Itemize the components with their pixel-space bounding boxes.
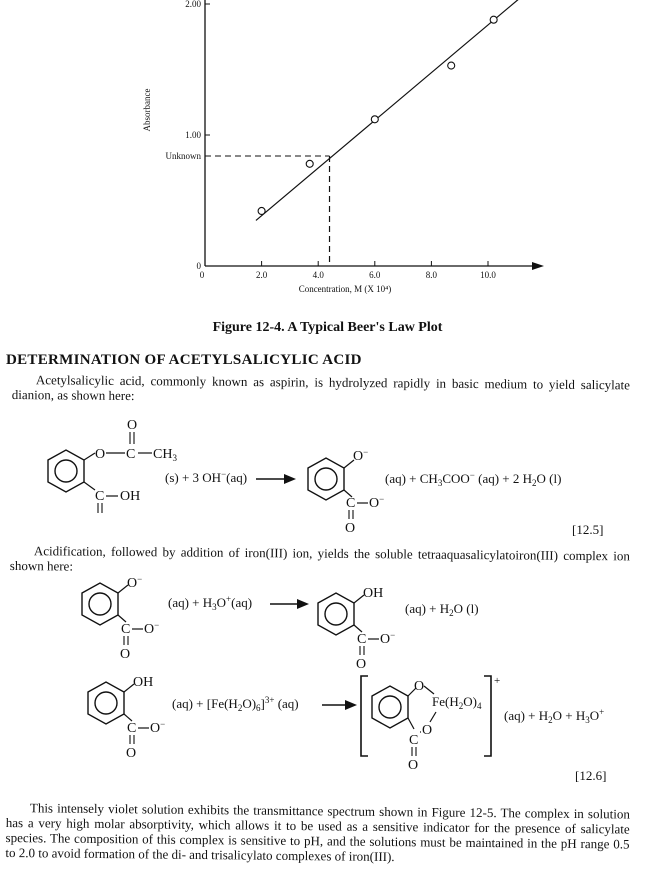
- complex-charge: +: [494, 675, 501, 687]
- x-tick-label: 6.0: [369, 270, 381, 280]
- x-axis-arrow: [532, 262, 544, 270]
- figure-caption: Figure 12-4. A Typical Beer's Law Plot: [212, 320, 443, 335]
- methyl-group: $CH_3$: [153, 447, 177, 463]
- section-heading: DETERMINATION OF ACETYLSALICYLIC ACID: [6, 352, 362, 368]
- svg-text:O−: O−: [144, 620, 160, 637]
- x-tick-label: 2.0: [255, 270, 268, 280]
- hydroxyl-group: OH: [120, 489, 141, 504]
- chart-axes: [205, 0, 544, 270]
- paragraph-spectrum: This intensely violet solution exhibits the transmittance spectrum shown in Figure 12-5. The complex in solution has a very high molar absorptivity, which allows it to be used as a sensitive indicator for the presence of salicylate species. The composition of this complex is sensitive to pH, and the solutions must be maintained in the pH range 0.5 to 2.0 to avoid formation of the di- and trisalicylato complexes of iron(III).: [5, 800, 630, 865]
- x-tick-label: 10.0: [480, 270, 496, 280]
- complex-right-bracket: [484, 676, 491, 756]
- svg-text:O: O: [422, 723, 433, 738]
- carbonyl-oxygen: O: [127, 418, 138, 433]
- aromatic-circle: [55, 460, 77, 482]
- data-point: [371, 116, 378, 123]
- reaction-arrow: [284, 474, 296, 484]
- svg-text:O: O: [356, 657, 367, 672]
- svg-text:O: O: [408, 758, 419, 773]
- products-text: $(aq) + CH_3COO^-$ (aq) + 2 $H_2O$ (l): [385, 470, 562, 488]
- beers-law-chart: [0, 0, 655, 300]
- fit-line: [256, 0, 545, 220]
- y-tick-label: 1.00: [185, 130, 201, 140]
- equation-12-5: [0, 410, 655, 540]
- paragraph-acidification: Acidification, followed by addition of iron(III) ion, yields the soluble tetraaquasalicylatoiron(III) complex ion shown here:: [9, 543, 630, 574]
- svg-text:O: O: [126, 746, 137, 761]
- svg-text:C: C: [121, 622, 131, 637]
- y-tick-label: 2.00: [185, 0, 201, 9]
- paragraph-intro: Acetylsalicylic acid, commonly known as aspirin, is hydrolyzed rapidly in basic medium to yield salicylate dianion, as shown here:: [11, 372, 630, 404]
- carboxylate-oxygen: O−: [369, 494, 385, 511]
- phenoxide-oxygen: O−: [353, 447, 369, 464]
- svg-text:O−: O−: [127, 575, 143, 591]
- svg-text:O−: O−: [150, 719, 166, 736]
- svg-text:O: O: [414, 679, 425, 694]
- complex-left-bracket: [361, 676, 368, 756]
- svg-text:OH: OH: [133, 675, 154, 690]
- y-tick-label: 0: [196, 261, 201, 271]
- svg-text:(aq) + H3O+(aq): $(aq) + H_3O^+(aq)$: [168, 594, 253, 612]
- svg-text:O: O: [120, 647, 131, 662]
- acid-carbon: C: [95, 489, 105, 504]
- data-point: [258, 207, 265, 214]
- svg-text:C: C: [409, 733, 419, 748]
- equation-number-12-5: [12.5]: [572, 522, 604, 537]
- svg-text:C: C: [127, 721, 137, 736]
- x-axis-label: Concentration, M (X 10⁴): [298, 284, 392, 294]
- benzene-ring: [48, 450, 84, 492]
- svg-text:(aq) + H2O + H3O+: $(aq) + H_2O + H_3O^+$: [504, 707, 605, 725]
- y-axis-label: Absorbance: [142, 88, 152, 132]
- svg-text:(aq) + H2O (l): $(aq) + H_2O$ (l): [405, 601, 479, 618]
- x-tick-label: 0: [199, 270, 205, 280]
- x-tick-label: 4.0: [312, 270, 324, 280]
- unknown-label: Unknown: [165, 150, 201, 161]
- data-point: [448, 62, 455, 69]
- equation-acidification: [0, 575, 655, 675]
- carbonyl-carbon: C: [126, 447, 136, 462]
- svg-text:O−: O−: [380, 630, 396, 647]
- equation-number-12-6: [12.6]: [575, 768, 607, 783]
- reagent-hydroxide: (s) + 3 OH−(aq): [165, 469, 248, 485]
- carboxylate-carbonyl-oxygen: O: [345, 521, 356, 536]
- iron-center: $Fe(H_2O)_4$: [432, 694, 482, 711]
- svg-text:OH: OH: [363, 586, 384, 601]
- equation-complexation: [0, 672, 655, 782]
- data-point: [306, 160, 313, 167]
- x-tick-label: 8.0: [425, 270, 438, 280]
- ester-oxygen: O: [95, 447, 106, 462]
- svg-text:(aq) + [Fe(H2O)6]3+ (aq): $(aq) + [Fe(H_2O)_6]^{3+}$ (aq): [172, 695, 299, 713]
- product-benzene-ring: [308, 458, 344, 500]
- svg-text:C: C: [357, 632, 367, 647]
- data-point: [490, 16, 497, 23]
- carboxylate-carbon: C: [346, 496, 356, 511]
